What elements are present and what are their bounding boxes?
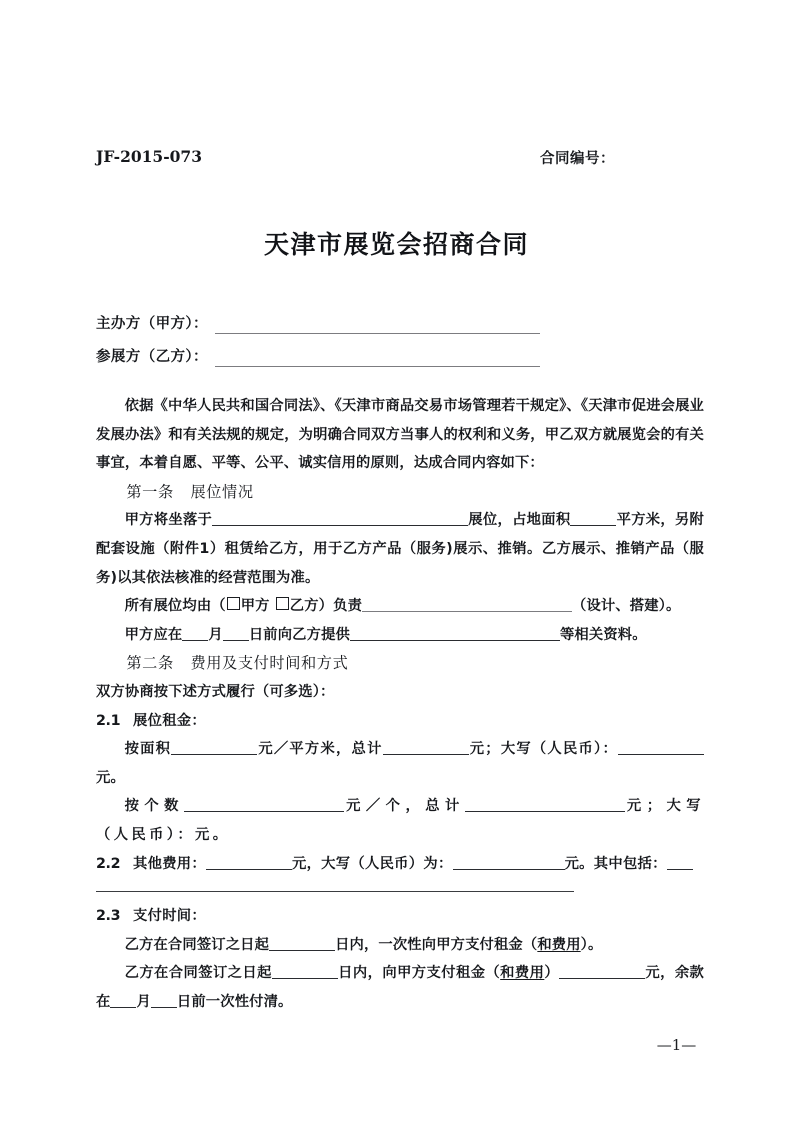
other-fees-input[interactable] [206, 856, 292, 870]
a1-p2-text-b: 甲方 [240, 598, 270, 615]
booth-location-input[interactable] [212, 512, 468, 526]
article-1-paragraph-1 [96, 506, 704, 592]
s23-l2-text-b: 日内，向甲方支付租金（ [337, 965, 501, 982]
article-1-heading [96, 478, 704, 507]
a1-p2-text-d: （设计、搭建）。 [572, 598, 681, 615]
a1-p1-text-b: 展位，占地面积 [468, 512, 571, 529]
s21-l2-text-b: 元／个，总计 [343, 798, 465, 815]
document-body [96, 392, 704, 1016]
other-fees-detail-input[interactable] [667, 856, 693, 870]
s21-l2-text-a: 按个数 [124, 798, 184, 815]
s21-l1-text-d: 元。 [96, 769, 125, 786]
partial-amount-input[interactable] [559, 965, 645, 979]
total-by-unit-input[interactable] [465, 798, 625, 812]
a1-p1-text-a: 甲方将坐落于 [124, 512, 213, 529]
a1-p3-text-b: 月 [208, 626, 223, 643]
s23-l2-text-f: 月 [136, 993, 151, 1010]
s23-l2-text-a: 乙方在合同签订之日起 [124, 965, 272, 982]
checkbox-party-a[interactable] [227, 597, 240, 610]
s23-l1-text-a: 乙方在合同签订之日起 [124, 936, 270, 953]
preamble-paragraph: 依据《中华人民共和国合同法》、《天津市商品交易市场管理若干规定》、《天津市促进会展业发展办法》和有关法规的规定，为明确合同双方当事人的权利和义务，甲乙双方就展览会的有关事宜，本着自愿、平等、公平、诚实信用的原则，达成合同内容如下： [96, 398, 704, 472]
payment-days-partial-input[interactable] [272, 965, 338, 979]
section-2-1-heading [96, 707, 704, 736]
total-by-area-words-input[interactable] [618, 741, 704, 755]
contract-number-label: 合同编号： [540, 151, 615, 167]
booth-area-input[interactable] [570, 512, 616, 526]
s23-l2-text-g: 日前一次性付清。 [176, 993, 293, 1010]
article-1-number: 第一条 [126, 482, 174, 501]
provide-day-input[interactable] [223, 627, 249, 641]
booth-responsible-input[interactable] [362, 598, 572, 612]
s21-l2-text-d: 元。 [195, 826, 231, 843]
other-fees-words-input[interactable] [453, 856, 565, 870]
s23-l2-text-c: 和费用 [500, 965, 545, 982]
a1-p2-text-a: 所有展位均由（ [124, 598, 226, 615]
page-footer [0, 1036, 793, 1054]
article-2-intro: 双方协商按下述方式履行（可多选）： [96, 683, 335, 700]
balance-day-input[interactable] [151, 994, 177, 1008]
s23-l2-text-d: ） [544, 965, 560, 982]
checkbox-party-b[interactable] [276, 597, 289, 610]
party-row-organizer [96, 308, 706, 334]
provide-materials-input[interactable] [350, 627, 560, 641]
section-2-3-number: 2.3 [96, 908, 121, 925]
section-2-2-number: 2.2 [96, 855, 121, 872]
s21-l1-text-b: 元／平方米，总计 [257, 741, 383, 758]
a1-p2-text-c: 乙方）负责 [289, 598, 363, 615]
section-2-3-heading [96, 902, 704, 931]
s21-l1-text-c: 元；大写（人民币）： [468, 741, 618, 758]
article-1-paragraph-2 [96, 592, 704, 621]
s23-l1-text-b: 日内，一次性向甲方支付租金（ [335, 936, 538, 953]
party-input-exhibitor[interactable] [215, 351, 540, 367]
party-label-organizer: 主办方（甲方）： [96, 316, 208, 332]
section-2-1-number: 2.1 [96, 712, 121, 729]
section-2-3-title: 支付时间： [133, 908, 206, 925]
party-label-exhibitor: 参展方（乙方）： [96, 349, 208, 365]
other-fees-continuation-rule[interactable] [96, 890, 574, 892]
s23-l2-text-e: 元，余款在 [96, 965, 705, 1010]
document-header [96, 147, 704, 171]
a1-p3-text-a: 甲方应在 [124, 626, 183, 643]
parties-block [96, 308, 706, 374]
party-row-exhibitor [96, 341, 706, 367]
article-2-number: 第二条 [126, 654, 174, 673]
s23-l1-text-d: ）。 [580, 936, 603, 953]
s21-l1-text-a: 按面积 [124, 741, 172, 758]
s22-text-a: 元，大写（人民币）为： [291, 855, 453, 872]
payment-days-full-input[interactable] [269, 937, 335, 951]
s21-l2-text-c: 元；大写（人民币）： [96, 798, 704, 843]
page-title: 天津市展览会招商合同 [263, 230, 529, 259]
a1-p1-text-c: 平方米，另附配套设施（附件1）租赁给乙方，用于乙方产品（服务)展示、推销。乙方展示、推销产品（服务)以其依法核准的经营范围为准。 [96, 512, 705, 586]
a1-p3-text-d: 等相关资料。 [559, 626, 647, 643]
article-1-paragraph-3 [96, 621, 704, 650]
document-code: JF-2015-073 [96, 147, 203, 166]
balance-month-input[interactable] [110, 994, 136, 1008]
s23-l1-text-c: 和费用 [537, 936, 581, 953]
section-2-2-line [96, 850, 704, 879]
section-2-2-title: 其他费用： [133, 855, 206, 872]
article-2-title: 费用及支付时间和方式 [190, 654, 349, 673]
rate-per-sqm-input[interactable] [171, 741, 257, 755]
party-input-organizer[interactable] [215, 318, 540, 334]
a1-p3-text-c: 日前向乙方提供 [248, 626, 350, 643]
page-number: —1— [656, 1036, 697, 1054]
section-2-1-line-2 [96, 792, 704, 849]
article-2-heading [96, 649, 704, 678]
section-2-1-title: 展位租金： [133, 712, 206, 729]
s22-text-b: 元。其中包括： [564, 855, 667, 872]
total-by-area-input[interactable] [383, 741, 469, 755]
provide-month-input[interactable] [182, 627, 208, 641]
section-2-3-line-1 [96, 931, 704, 960]
section-2-3-line-2 [96, 959, 704, 1016]
section-2-1-line-1 [96, 735, 704, 792]
rate-per-unit-input[interactable] [184, 798, 344, 812]
article-1-title: 展位情况 [190, 482, 254, 501]
